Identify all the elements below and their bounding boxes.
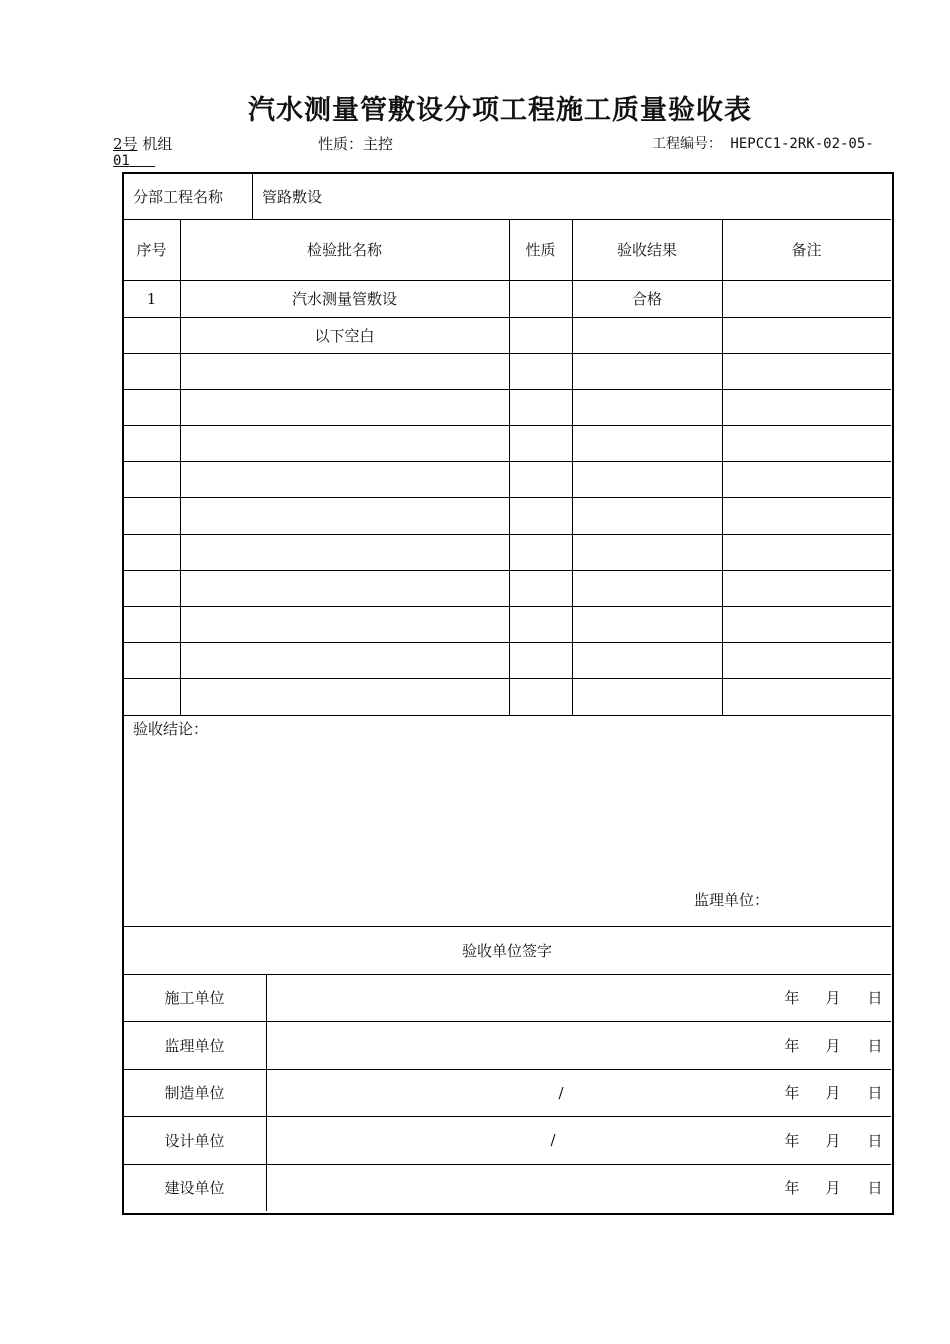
table-cell-nature (509, 678, 572, 715)
table-cell-result (572, 678, 722, 715)
division-label: 分部工程名称 (133, 187, 224, 206)
table-cell-nature (509, 425, 572, 461)
conclusion-label: 验收结论： (133, 720, 209, 738)
table-row-divider (123, 715, 891, 716)
table-cell-result (572, 461, 722, 497)
form-title: 汽水测量管敷设分项工程施工质量验收表 (248, 95, 752, 126)
table-cell-result (572, 606, 722, 642)
signature-column-divider (266, 974, 267, 1211)
unit-number (113, 136, 172, 153)
column-divider (572, 219, 573, 715)
column-header-seq: 序号 (136, 241, 167, 259)
table-cell-remark (722, 389, 891, 425)
table-cell-nature (509, 353, 572, 389)
date-year-label: 年 (784, 989, 800, 1007)
date-month-label: 月 (825, 1179, 841, 1197)
table-cell-seq (123, 497, 180, 534)
table-cell-seq (123, 317, 180, 353)
table-cell-remark (722, 678, 891, 715)
table-cell-result (572, 317, 722, 353)
table-cell-nature (509, 534, 572, 570)
date-month-label: 月 (825, 1131, 841, 1150)
signature-unit-name: 施工单位 (164, 989, 225, 1007)
table-cell-seq (123, 389, 180, 425)
table-cell-remark (722, 642, 891, 678)
column-header-result: 验收结果 (616, 241, 677, 259)
table-cell-result (572, 497, 722, 534)
table-cell-remark (722, 317, 891, 353)
table-cell-result (572, 353, 722, 389)
column-divider (180, 219, 181, 715)
table-cell-seq (123, 425, 180, 461)
table-cell-seq (123, 570, 180, 606)
table-cell-seq (123, 606, 180, 642)
table-cell-batch-name: 汽水测量管敷设 (291, 290, 397, 308)
table-cell-result (572, 642, 722, 678)
date-year-label: 年 (784, 1084, 800, 1102)
date-month-label: 月 (825, 1084, 841, 1102)
project-code: 工程编号： HEPCC1-2RK-02-05- (652, 136, 874, 152)
table-cell-result (572, 425, 722, 461)
column-header-remark: 备注 (791, 241, 822, 259)
date-day-label: 日 (867, 1131, 883, 1150)
date-day-label: 日 (867, 1036, 883, 1055)
table-cell-nature (509, 606, 572, 642)
signatures-heading: 验收单位签字 (461, 941, 552, 960)
table-cell-batch-name (180, 353, 509, 389)
table-cell-nature (509, 642, 572, 678)
table-cell-nature (509, 280, 572, 317)
divider (252, 173, 253, 219)
signature-unit-name: 制造单位 (164, 1084, 225, 1102)
project-code-tail: 01 (113, 153, 130, 169)
table-cell-remark (722, 497, 891, 534)
table-cell-result: 合格 (631, 290, 662, 308)
table-cell-nature (509, 317, 572, 353)
division-value: 管路敷设 (262, 187, 323, 206)
table-cell-batch-name (180, 425, 509, 461)
project-code-continued (113, 153, 155, 170)
date-day-label: 日 (867, 1179, 883, 1197)
table-cell-batch-name (180, 497, 509, 534)
signature-mark: / (558, 1083, 564, 1102)
unit-suffix: 机组 (142, 135, 173, 153)
table-cell-nature (509, 389, 572, 425)
table-cell-remark (722, 461, 891, 497)
table-cell-batch-name (180, 606, 509, 642)
table-cell-seq (123, 461, 180, 497)
table-cell-batch-name: 以下空白 (314, 326, 375, 345)
signature-mark: / (550, 1131, 556, 1149)
table-cell-batch-name (180, 534, 509, 570)
table-cell-remark (722, 280, 891, 317)
table-cell-remark (722, 570, 891, 606)
table-cell-remark (722, 534, 891, 570)
table-cell-seq (123, 642, 180, 678)
date-year-label: 年 (784, 1131, 800, 1150)
column-divider (722, 219, 723, 715)
table-cell-remark (722, 425, 891, 461)
table-cell-batch-name (180, 461, 509, 497)
column-divider (509, 219, 510, 715)
nature-label: 性质：主控 (318, 135, 394, 153)
date-year-label: 年 (784, 1179, 800, 1197)
signature-mark (500, 1021, 540, 1069)
table-cell-batch-name (180, 570, 509, 606)
table-cell-seq (123, 353, 180, 389)
supervisor-label: 监理单位： (694, 891, 770, 909)
signature-mark (500, 974, 540, 1021)
table-cell-batch-name (180, 678, 509, 715)
column-header-batch-name: 检验批名称 (306, 241, 382, 259)
signature-mark (500, 1164, 540, 1211)
table-cell-nature (509, 461, 572, 497)
unit-number-value: 2号 (113, 135, 138, 153)
date-year-label: 年 (784, 1036, 800, 1055)
column-header-nature: 性质 (525, 241, 556, 259)
table-cell-batch-name (180, 389, 509, 425)
table-cell-nature (509, 570, 572, 606)
date-month-label: 月 (825, 1036, 841, 1055)
signature-unit-name: 设计单位 (164, 1131, 225, 1150)
date-month-label: 月 (825, 989, 841, 1007)
table-cell-seq (123, 534, 180, 570)
date-day-label: 日 (867, 1084, 883, 1102)
table-cell-result (572, 389, 722, 425)
table-cell-seq: 1 (146, 289, 157, 308)
table-cell-remark (722, 606, 891, 642)
table-cell-batch-name (180, 642, 509, 678)
table-cell-result (572, 570, 722, 606)
signature-unit-name: 监理单位 (164, 1036, 225, 1055)
signature-unit-name: 建设单位 (164, 1179, 225, 1197)
table-cell-seq (123, 678, 180, 715)
table-cell-remark (722, 353, 891, 389)
date-day-label: 日 (867, 989, 883, 1007)
table-cell-result (572, 534, 722, 570)
table-cell-nature (509, 497, 572, 534)
